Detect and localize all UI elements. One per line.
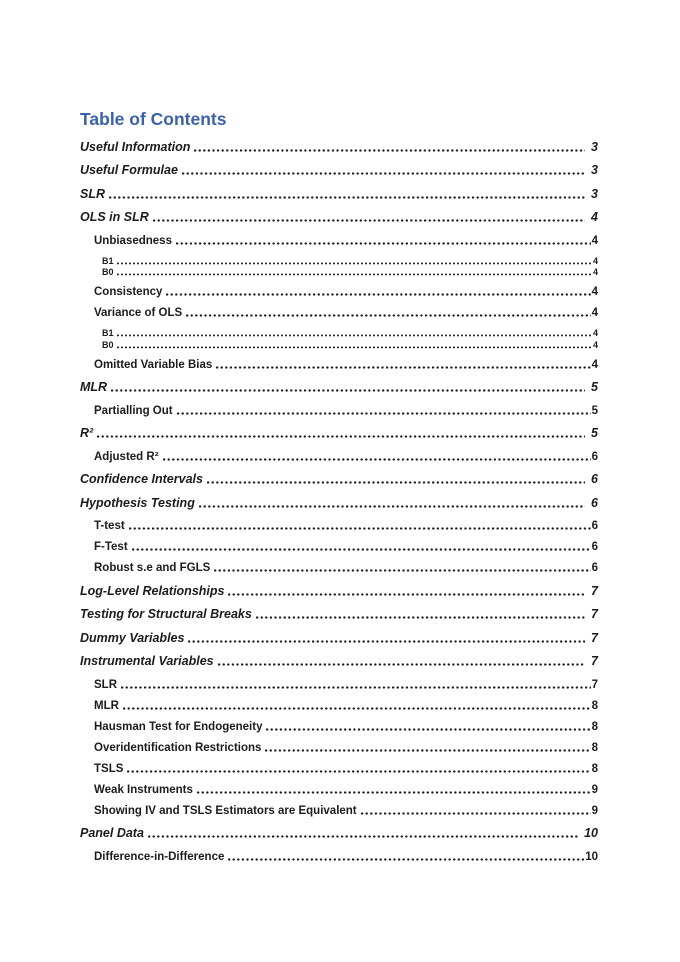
toc-entry-label: Hausman Test for Endogeneity xyxy=(94,720,263,733)
toc-entry-page: 4 xyxy=(592,267,598,277)
toc-entry-page: 3 xyxy=(591,139,598,154)
dot-leader xyxy=(214,569,590,572)
toc-heading: Table of Contents xyxy=(80,109,227,129)
toc-list xyxy=(80,141,598,863)
toc-entry-page: 4 xyxy=(592,339,598,350)
toc-entry-label: Adjusted R² xyxy=(94,450,159,463)
toc-entry-page: 9 xyxy=(591,783,598,796)
toc-entry-page: 8 xyxy=(591,741,598,754)
toc-entry[interactable] xyxy=(94,451,598,463)
toc-entry-label: OLS in SLR xyxy=(80,210,149,224)
toc-entry[interactable] xyxy=(94,541,598,553)
toc-entry-label: Instrumental Variables xyxy=(80,654,214,668)
toc-entry-page: 8 xyxy=(591,699,598,712)
toc-entry-label: Showing IV and TSLS Estimators are Equivalent xyxy=(94,804,357,817)
toc-entry[interactable] xyxy=(94,405,598,417)
toc-entry-page: 6 xyxy=(591,520,598,532)
toc-entry-label: SLR xyxy=(80,186,105,201)
toc-entry-page: 6 xyxy=(591,562,598,574)
dot-leader xyxy=(127,770,590,773)
toc-entry-page: 6 xyxy=(591,472,598,486)
dot-leader xyxy=(117,273,592,276)
toc-entry[interactable] xyxy=(80,497,598,510)
dot-leader xyxy=(186,314,590,317)
toc-entry-label: Dummy Variables xyxy=(80,630,185,645)
dot-leader xyxy=(163,458,591,461)
toc-entry-label: F-Test xyxy=(94,541,128,553)
toc-entry[interactable] xyxy=(80,164,598,177)
toc-entry-label: SLR xyxy=(94,678,117,691)
toc-entry[interactable] xyxy=(94,235,598,247)
dot-leader xyxy=(265,749,590,752)
toc-entry[interactable] xyxy=(80,585,598,598)
dot-leader xyxy=(117,334,592,337)
toc-entry-label: Robust s.e and FGLS xyxy=(94,562,211,574)
toc-entry[interactable] xyxy=(94,700,598,712)
dot-leader xyxy=(153,219,585,222)
toc-entry-label: Β1 xyxy=(102,328,114,338)
toc-entry[interactable] xyxy=(94,851,598,863)
dot-leader xyxy=(207,481,585,484)
toc-entry-label: Omitted Variable Bias xyxy=(94,358,213,371)
dot-leader xyxy=(123,707,591,710)
dot-leader xyxy=(199,505,585,508)
toc-entry-label: Log-Level Relationships xyxy=(80,583,225,598)
toc-entry-label: Difference-in-Difference xyxy=(94,850,225,863)
toc-entry[interactable] xyxy=(80,827,598,840)
toc-entry-label: Consistency xyxy=(94,286,163,298)
toc-entry-page: 8 xyxy=(591,720,598,733)
toc-entry[interactable] xyxy=(102,328,598,338)
toc-entry-label: Testing for Structural Breaks xyxy=(80,607,252,621)
toc-entry-label: Panel Data xyxy=(80,826,144,840)
toc-entry[interactable] xyxy=(80,473,598,486)
toc-entry-page: 7 xyxy=(591,607,598,621)
toc-entry-label: Useful Formulae xyxy=(80,163,178,177)
toc-entry[interactable] xyxy=(80,188,598,201)
toc-entry-page: 4 xyxy=(591,358,598,371)
toc-entry-page: 3 xyxy=(591,163,598,177)
toc-entry-page: 5 xyxy=(591,404,598,417)
toc-entry[interactable] xyxy=(102,267,598,277)
toc-entry[interactable] xyxy=(94,721,598,733)
toc-entry[interactable] xyxy=(94,286,598,298)
dot-leader xyxy=(117,262,592,265)
toc-entry[interactable] xyxy=(94,359,598,371)
dot-leader xyxy=(111,389,585,392)
toc-entry-label: Confidence Intervals xyxy=(80,472,203,486)
toc-entry-label: Variance of OLS xyxy=(94,307,183,319)
dot-leader xyxy=(228,858,584,861)
dot-leader xyxy=(197,791,591,794)
toc-entry-page: 6 xyxy=(591,495,598,510)
toc-entry-label: T-test xyxy=(94,520,125,532)
toc-entry-page: 6 xyxy=(591,541,598,553)
toc-entry-page: 3 xyxy=(591,186,598,201)
dot-leader xyxy=(177,412,591,415)
toc-entry[interactable] xyxy=(80,608,598,621)
toc-entry-page: 7 xyxy=(591,630,598,645)
toc-entry[interactable] xyxy=(94,763,598,775)
toc-section xyxy=(80,108,598,863)
dot-leader xyxy=(121,686,591,689)
toc-entry[interactable] xyxy=(80,655,598,668)
toc-entry[interactable] xyxy=(94,520,598,532)
dot-leader xyxy=(182,172,585,175)
dot-leader xyxy=(228,593,585,596)
toc-entry-page: 10 xyxy=(585,850,598,863)
toc-entry-page: 4 xyxy=(591,234,598,247)
toc-entry-label: R² xyxy=(80,426,94,440)
dot-leader xyxy=(361,812,591,815)
toc-entry-page: 7 xyxy=(591,678,598,691)
dot-leader xyxy=(109,196,585,199)
toc-entry[interactable] xyxy=(80,427,598,440)
toc-entry-page: 7 xyxy=(591,654,598,668)
toc-entry[interactable] xyxy=(80,632,598,645)
dot-leader xyxy=(132,548,591,551)
toc-entry-page: 7 xyxy=(591,583,598,598)
toc-entry[interactable] xyxy=(102,340,598,350)
dot-leader xyxy=(194,149,585,152)
toc-entry-label: TSLS xyxy=(94,762,124,775)
dot-leader xyxy=(188,640,585,643)
dot-leader xyxy=(129,527,591,530)
toc-entry[interactable] xyxy=(94,784,598,796)
toc-entry-page: 9 xyxy=(591,804,598,817)
toc-entry-label: Useful Information xyxy=(80,139,191,154)
toc-entry-page: 4 xyxy=(592,255,598,266)
toc-entry-label: Partialling Out xyxy=(94,404,173,417)
toc-entry[interactable] xyxy=(80,211,598,224)
dot-leader xyxy=(117,346,592,349)
toc-entry-label: MLR xyxy=(80,380,108,394)
toc-entry-page: 4 xyxy=(592,328,598,338)
toc-entry-page: 4 xyxy=(591,286,598,298)
toc-entry[interactable] xyxy=(94,307,598,319)
toc-entry-page: 4 xyxy=(591,210,598,224)
toc-entry[interactable] xyxy=(94,679,598,691)
toc-entry-label: Hypothesis Testing xyxy=(80,495,195,510)
dot-leader xyxy=(256,616,585,619)
toc-entry-label: MLR xyxy=(94,699,119,712)
dot-leader xyxy=(166,293,590,296)
toc-entry-page: 8 xyxy=(591,762,598,775)
toc-entry-page: 4 xyxy=(591,307,598,319)
toc-entry[interactable] xyxy=(94,805,598,817)
toc-entry-label: Β0 xyxy=(102,339,114,350)
toc-entry-label: Weak Instruments xyxy=(94,783,193,796)
toc-entry[interactable] xyxy=(94,562,598,574)
toc-entry-label: Β1 xyxy=(102,255,114,266)
dot-leader xyxy=(218,663,585,666)
toc-entry-page: 10 xyxy=(584,826,598,840)
toc-entry-label: Unbiasedness xyxy=(94,234,172,247)
toc-entry-page: 5 xyxy=(591,380,598,394)
toc-entry-page: 5 xyxy=(591,426,598,440)
toc-entry[interactable] xyxy=(80,381,598,394)
toc-entry-label: Overidentification Restrictions xyxy=(94,741,262,754)
dot-leader xyxy=(216,366,590,369)
toc-entry[interactable] xyxy=(94,742,598,754)
toc-entry[interactable] xyxy=(102,256,598,266)
dot-leader xyxy=(148,835,578,838)
toc-entry-page: 6 xyxy=(591,450,598,463)
dot-leader xyxy=(97,435,585,438)
dot-leader xyxy=(176,242,591,245)
toc-entry-label: Β0 xyxy=(102,267,114,277)
dot-leader xyxy=(266,728,590,731)
toc-entry[interactable] xyxy=(80,141,598,154)
